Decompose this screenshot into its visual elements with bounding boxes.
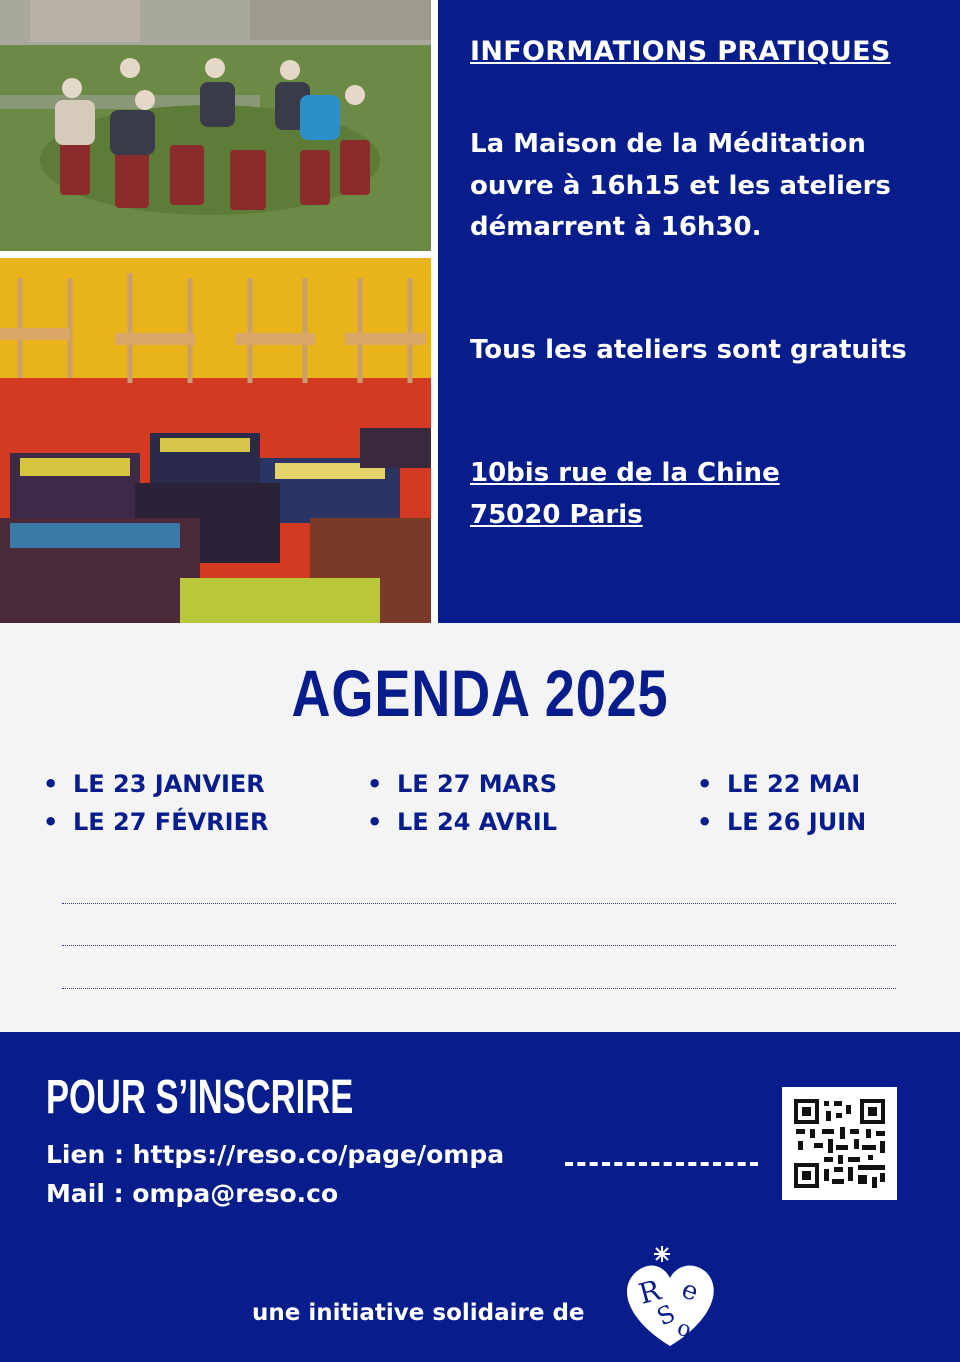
agenda-date: • LE 23 JANVIER xyxy=(43,765,268,803)
practical-info-panel xyxy=(438,0,960,623)
svg-text:S: S xyxy=(652,1299,680,1332)
agenda-column-3 xyxy=(697,765,866,841)
address-street: 10bis rue de la Chine xyxy=(470,458,780,488)
column-divider xyxy=(431,0,438,623)
dotted-divider xyxy=(62,945,896,946)
dotted-divider xyxy=(62,988,896,989)
dashed-arrow-line xyxy=(565,1162,758,1166)
svg-text:e: e xyxy=(677,1274,703,1308)
free-workshops-text: Tous les ateliers sont gratuits xyxy=(470,335,907,365)
qr-code-icon xyxy=(794,1099,885,1188)
svg-text:o: o xyxy=(674,1315,694,1344)
outdoor-photo-illustration xyxy=(0,0,431,251)
photo-meditation-room xyxy=(0,258,431,623)
agenda-column-2 xyxy=(367,765,557,841)
svg-text:R: R xyxy=(635,1273,665,1311)
reso-logo xyxy=(620,1242,720,1356)
reso-heart-logo-icon xyxy=(620,1242,720,1352)
agenda-date: • LE 27 FÉVRIER xyxy=(43,803,268,841)
photo-outdoor-group xyxy=(0,0,431,251)
agenda-title: AGENDA 2025 xyxy=(291,656,669,730)
agenda-date: • LE 27 MARS xyxy=(367,765,557,803)
photo-divider xyxy=(0,251,431,258)
signup-link[interactable]: Lien : https://reso.co/page/ompa xyxy=(46,1140,505,1169)
meditation-room-illustration xyxy=(0,258,431,623)
agenda-date: • LE 22 MAI xyxy=(697,765,866,803)
dotted-divider xyxy=(62,903,896,904)
practical-info-title: INFORMATIONS PRATIQUES xyxy=(470,36,891,67)
signup-mail[interactable]: Mail : ompa@reso.co xyxy=(46,1179,339,1208)
agenda-date: • LE 26 JUIN xyxy=(697,803,866,841)
address[interactable] xyxy=(470,453,940,536)
qr-code[interactable] xyxy=(782,1087,897,1200)
signup-footer xyxy=(0,1032,960,1362)
initiative-tagline: une initiative solidaire de xyxy=(252,1300,585,1326)
signup-title: POUR S’INSCRIRE xyxy=(46,1071,354,1124)
opening-hours-text: La Maison de la Méditation ouvre à 16h15 et les ateliers démarrent à 16h30. xyxy=(470,129,891,242)
address-city: 75020 Paris xyxy=(470,499,643,530)
agenda-date: • LE 24 AVRIL xyxy=(367,803,557,841)
agenda-column-1 xyxy=(43,765,268,841)
